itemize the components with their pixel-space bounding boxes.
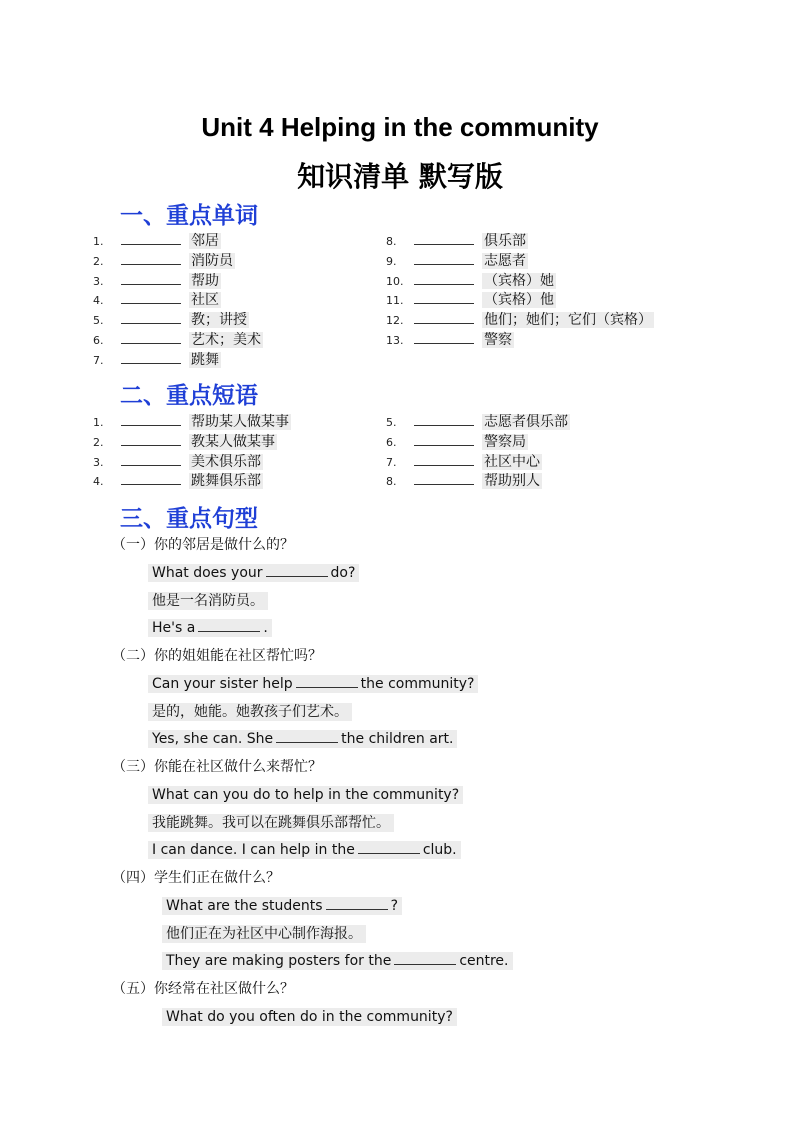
item-meaning: （宾格）她 [484, 272, 554, 289]
answer-blank[interactable] [121, 471, 181, 485]
answer-blank[interactable] [414, 271, 474, 285]
answer-blank[interactable] [414, 471, 474, 485]
sentence-text [148, 675, 478, 693]
sentence-line [148, 839, 461, 861]
sentence-text [162, 1008, 457, 1026]
sentence-before: 我能跳舞。我可以在跳舞俱乐部帮忙。 [152, 814, 390, 831]
sentence-text [148, 786, 463, 804]
sentence-line [148, 590, 268, 612]
item-number: 8. [386, 235, 397, 248]
sentence-before: He's a [152, 620, 196, 637]
item-number: 7. [93, 353, 104, 367]
item-meaning: 警察 [484, 332, 512, 348]
item-number: 10. [386, 274, 404, 288]
sentence-after: club. [422, 842, 457, 859]
sentence-line [148, 784, 463, 806]
phrase-item [386, 471, 542, 491]
phrase-item [386, 452, 542, 472]
word-item [386, 231, 528, 251]
item-number: 2. [93, 254, 104, 268]
answer-blank[interactable] [121, 231, 181, 245]
word-item [93, 271, 221, 291]
phrase-item [93, 471, 263, 491]
answer-blank[interactable] [121, 452, 181, 466]
sentence-line [148, 673, 478, 695]
sentence-line [162, 895, 402, 917]
item-meaning: 跳舞俱乐部 [191, 473, 261, 490]
item-number: 3. [93, 274, 104, 288]
sentence-before: I can dance. I can help in the [152, 842, 355, 859]
sentence-before: Yes, she can. She [152, 731, 274, 748]
sentence-before: What do you often do in the community? [166, 1009, 453, 1025]
item-meaning: 警察局 [484, 433, 526, 450]
sentence-after: the children art. [341, 731, 454, 748]
sentence-text [148, 564, 359, 582]
item-number: 7. [386, 455, 397, 469]
item-number: 5. [93, 314, 104, 328]
sentence-before: What does your [152, 565, 263, 581]
sentence-text [148, 592, 268, 610]
answer-blank[interactable] [414, 452, 474, 466]
item-number: 1. [93, 416, 104, 429]
item-number: 6. [93, 334, 104, 347]
item-meaning: 消防员 [191, 252, 233, 269]
word-item [386, 290, 556, 310]
sentence-after: the community? [360, 676, 475, 692]
sentence-text [162, 925, 366, 943]
answer-blank[interactable] [414, 330, 474, 344]
answer-blank[interactable] [121, 271, 181, 285]
item-meaning: 帮助 [191, 272, 219, 289]
item-meaning: （宾格）他 [484, 292, 554, 309]
word-item [386, 251, 528, 271]
sentence-text [162, 897, 402, 915]
item-number: 3. [93, 455, 104, 469]
answer-blank[interactable] [121, 310, 181, 324]
sentence-after: do? [330, 565, 356, 581]
phrase-item [93, 412, 291, 432]
word-item [93, 231, 221, 251]
item-number: 9. [386, 254, 397, 268]
sentence-text [148, 619, 272, 637]
item-number: 13. [386, 334, 404, 347]
sentence-after: centre. [459, 953, 509, 970]
section-title-phrases: 二、重点短语 [120, 382, 258, 409]
sentence-group-heading: （三）你能在社区做什么来帮忙？ [112, 759, 322, 775]
item-number: 4. [93, 294, 104, 308]
section-title-words: 一、重点单词 [120, 202, 258, 229]
page-subtitle: 知识清单 默写版 [297, 160, 503, 193]
sentence-text [148, 703, 352, 721]
sentence-line [148, 562, 359, 584]
sentence-line [148, 812, 394, 834]
item-number: 8. [386, 475, 397, 489]
sentence-group-heading: （一）你的邻居是做什么的？ [112, 537, 294, 553]
sentence-before: 他们正在为社区中心制作海报。 [166, 925, 362, 942]
word-item [93, 251, 235, 271]
phrase-item [93, 432, 277, 452]
sentence-text [148, 814, 394, 832]
item-number: 6. [386, 435, 397, 449]
answer-blank[interactable] [414, 290, 474, 304]
answer-blank[interactable] [121, 330, 181, 344]
item-meaning: 教某人做某事 [191, 433, 275, 450]
page-title: Unit 4 Helping in the community [201, 112, 599, 142]
sentence-line [148, 728, 457, 750]
sentence-blank[interactable] [198, 618, 260, 632]
item-meaning: 俱乐部 [484, 233, 526, 249]
sentence-blank[interactable] [296, 674, 358, 688]
phrase-item [386, 412, 570, 432]
item-meaning: 邻居 [191, 233, 219, 249]
item-number: 1. [93, 235, 104, 248]
sentence-after: . [263, 620, 268, 637]
item-meaning: 社区 [191, 292, 219, 309]
word-item [93, 290, 221, 310]
item-meaning: 教；讲授 [191, 312, 247, 329]
sentence-line [162, 1006, 457, 1028]
item-meaning: 志愿者俱乐部 [484, 414, 568, 430]
answer-blank[interactable] [414, 432, 474, 446]
word-item [386, 310, 654, 330]
item-meaning: 帮助别人 [484, 473, 540, 490]
item-meaning: 美术俱乐部 [191, 453, 261, 470]
sentence-group-heading: （四）学生们正在做什么？ [112, 870, 280, 886]
item-number: 5. [386, 416, 397, 429]
sentence-line [162, 950, 513, 972]
answer-blank[interactable] [121, 350, 181, 364]
sentence-before: What are the students [166, 898, 323, 914]
sentence-text [148, 730, 457, 748]
sentence-before: They are making posters for the [166, 953, 392, 970]
sentence-line [148, 617, 272, 639]
item-meaning: 跳舞 [191, 351, 219, 368]
sentence-blank[interactable] [276, 729, 338, 743]
sentence-after: ? [390, 898, 399, 914]
item-number: 2. [93, 435, 104, 449]
section-title-sentences: 三、重点句型 [120, 505, 258, 532]
sentence-line [148, 701, 352, 723]
sentence-text [162, 952, 513, 970]
answer-blank[interactable] [414, 231, 474, 245]
sentence-line [162, 923, 366, 945]
item-meaning: 艺术；美术 [191, 332, 261, 348]
word-item [93, 330, 263, 350]
sentence-before: 他是一名消防员。 [152, 592, 264, 609]
answer-blank[interactable] [414, 412, 474, 426]
sentence-group-heading: （五）你经常在社区做什么？ [112, 981, 294, 997]
item-meaning: 他们；她们；它们（宾格） [484, 312, 652, 329]
word-item [93, 310, 249, 330]
sentence-before: What can you do to help in the community? [152, 787, 460, 803]
sentence-blank[interactable] [266, 563, 328, 577]
item-number: 11. [386, 294, 404, 308]
item-number: 12. [386, 314, 404, 328]
item-meaning: 社区中心 [484, 453, 540, 470]
word-item [93, 350, 221, 370]
sentence-before: Can your sister help [152, 676, 293, 692]
item-meaning: 帮助某人做某事 [191, 414, 289, 430]
sentence-before: 是的，她能。她教孩子们艺术。 [152, 703, 348, 720]
answer-blank[interactable] [121, 251, 181, 265]
sentence-blank[interactable] [394, 951, 456, 965]
answer-blank[interactable] [121, 432, 181, 446]
answer-blank[interactable] [121, 412, 181, 426]
item-number: 4. [93, 475, 104, 489]
word-item [386, 271, 556, 291]
word-item [386, 330, 514, 350]
phrase-item [93, 452, 263, 472]
answer-blank[interactable] [414, 251, 474, 265]
item-meaning: 志愿者 [484, 252, 526, 269]
sentence-blank[interactable] [358, 840, 420, 854]
sentence-group-heading: （二）你的姐姐能在社区帮忙吗？ [112, 648, 322, 664]
answer-blank[interactable] [414, 310, 474, 324]
sentence-blank[interactable] [326, 896, 388, 910]
phrase-item [386, 432, 528, 452]
sentence-text [148, 841, 461, 859]
answer-blank[interactable] [121, 290, 181, 304]
